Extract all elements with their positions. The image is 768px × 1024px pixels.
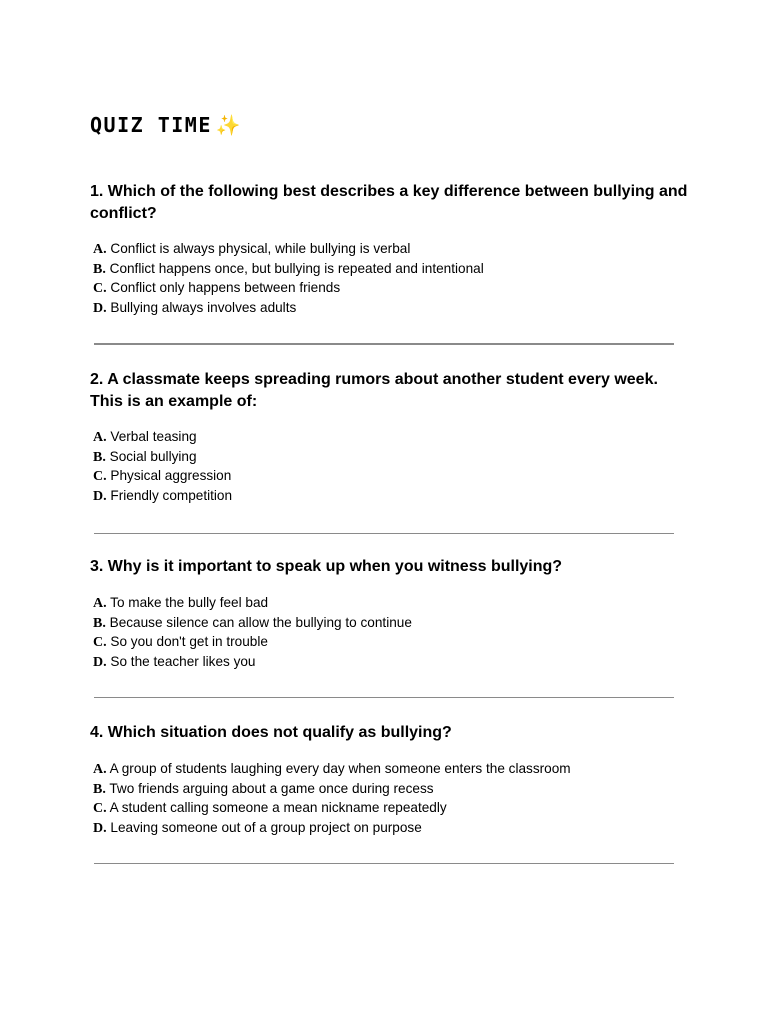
sparkle-icon: ✨	[215, 113, 241, 137]
option-text: Physical aggression	[110, 468, 232, 484]
option-letter: B.	[93, 615, 106, 631]
question-3	[90, 556, 690, 673]
option-text: Verbal teasing	[110, 429, 197, 444]
option-c	[93, 467, 690, 487]
option-b	[93, 614, 690, 634]
option-d	[93, 653, 690, 673]
question-4	[90, 722, 690, 839]
option-letter: C.	[93, 801, 107, 817]
option-b	[93, 448, 690, 468]
option-letter: D.	[93, 655, 107, 671]
option-text: So the teacher likes you	[110, 654, 256, 670]
option-b	[93, 260, 690, 280]
question-1	[90, 181, 690, 319]
option-d	[93, 819, 690, 839]
option-letter: C.	[93, 635, 107, 651]
option-list	[90, 594, 690, 673]
option-letter: D.	[93, 821, 107, 837]
option-b	[93, 780, 690, 800]
divider	[94, 697, 674, 698]
option-d	[93, 299, 690, 319]
option-list	[90, 760, 690, 839]
option-letter: A.	[93, 596, 107, 611]
option-a	[93, 428, 690, 448]
option-text: Conflict happens once, but bullying is repeated and intentional	[109, 260, 484, 276]
option-text: Because silence can allow the bullying to continue	[109, 614, 412, 630]
option-list	[90, 428, 690, 507]
option-c	[93, 633, 690, 653]
option-text: So you don't get in trouble	[110, 634, 268, 650]
option-letter: D.	[93, 489, 107, 505]
option-c	[93, 799, 690, 819]
option-letter: A.	[93, 430, 107, 445]
option-letter: B.	[93, 449, 106, 465]
option-text: Social bullying	[109, 448, 197, 464]
divider	[94, 533, 674, 534]
option-letter: C.	[93, 281, 107, 297]
question-text: 4. Which situation does not qualify as bullying?	[90, 724, 452, 741]
quiz-title-text: QUIZ TIME	[90, 113, 212, 137]
option-d	[93, 487, 690, 507]
option-letter: C.	[93, 469, 107, 485]
quiz-title	[90, 112, 241, 138]
question-text: 1. Which of the following best describes a key difference between bullying and conflict?	[90, 183, 688, 222]
option-text: A student calling someone a mean nickname repeatedly	[109, 800, 447, 816]
divider	[94, 343, 674, 345]
option-text: Friendly competition	[110, 488, 233, 504]
question-text: 3. Why is it important to speak up when you witness bullying?	[90, 558, 563, 575]
option-letter: D.	[93, 301, 107, 317]
option-text: Two friends arguing about a game once during recess	[109, 780, 434, 796]
option-text: A group of students laughing every day when someone enters the classroom	[109, 761, 571, 776]
divider	[94, 863, 674, 864]
option-text: Conflict only happens between friends	[110, 280, 341, 296]
question-2	[90, 369, 690, 507]
option-text: Conflict is always physical, while bullying is verbal	[110, 241, 411, 256]
option-text: To make the bully feel bad	[110, 595, 269, 610]
option-a	[93, 760, 690, 780]
option-text: Leaving someone out of a group project on purpose	[110, 820, 422, 836]
option-text: Bullying always involves adults	[110, 300, 297, 316]
option-a	[93, 240, 690, 260]
option-letter: A.	[93, 762, 107, 777]
option-letter: B.	[93, 781, 106, 797]
option-letter: B.	[93, 261, 106, 277]
option-c	[93, 279, 690, 299]
question-text: 2. A classmate keeps spreading rumors about another student every week. This is an example of:	[90, 371, 658, 410]
option-a	[93, 594, 690, 614]
option-list	[90, 240, 690, 319]
option-letter: A.	[93, 242, 107, 257]
